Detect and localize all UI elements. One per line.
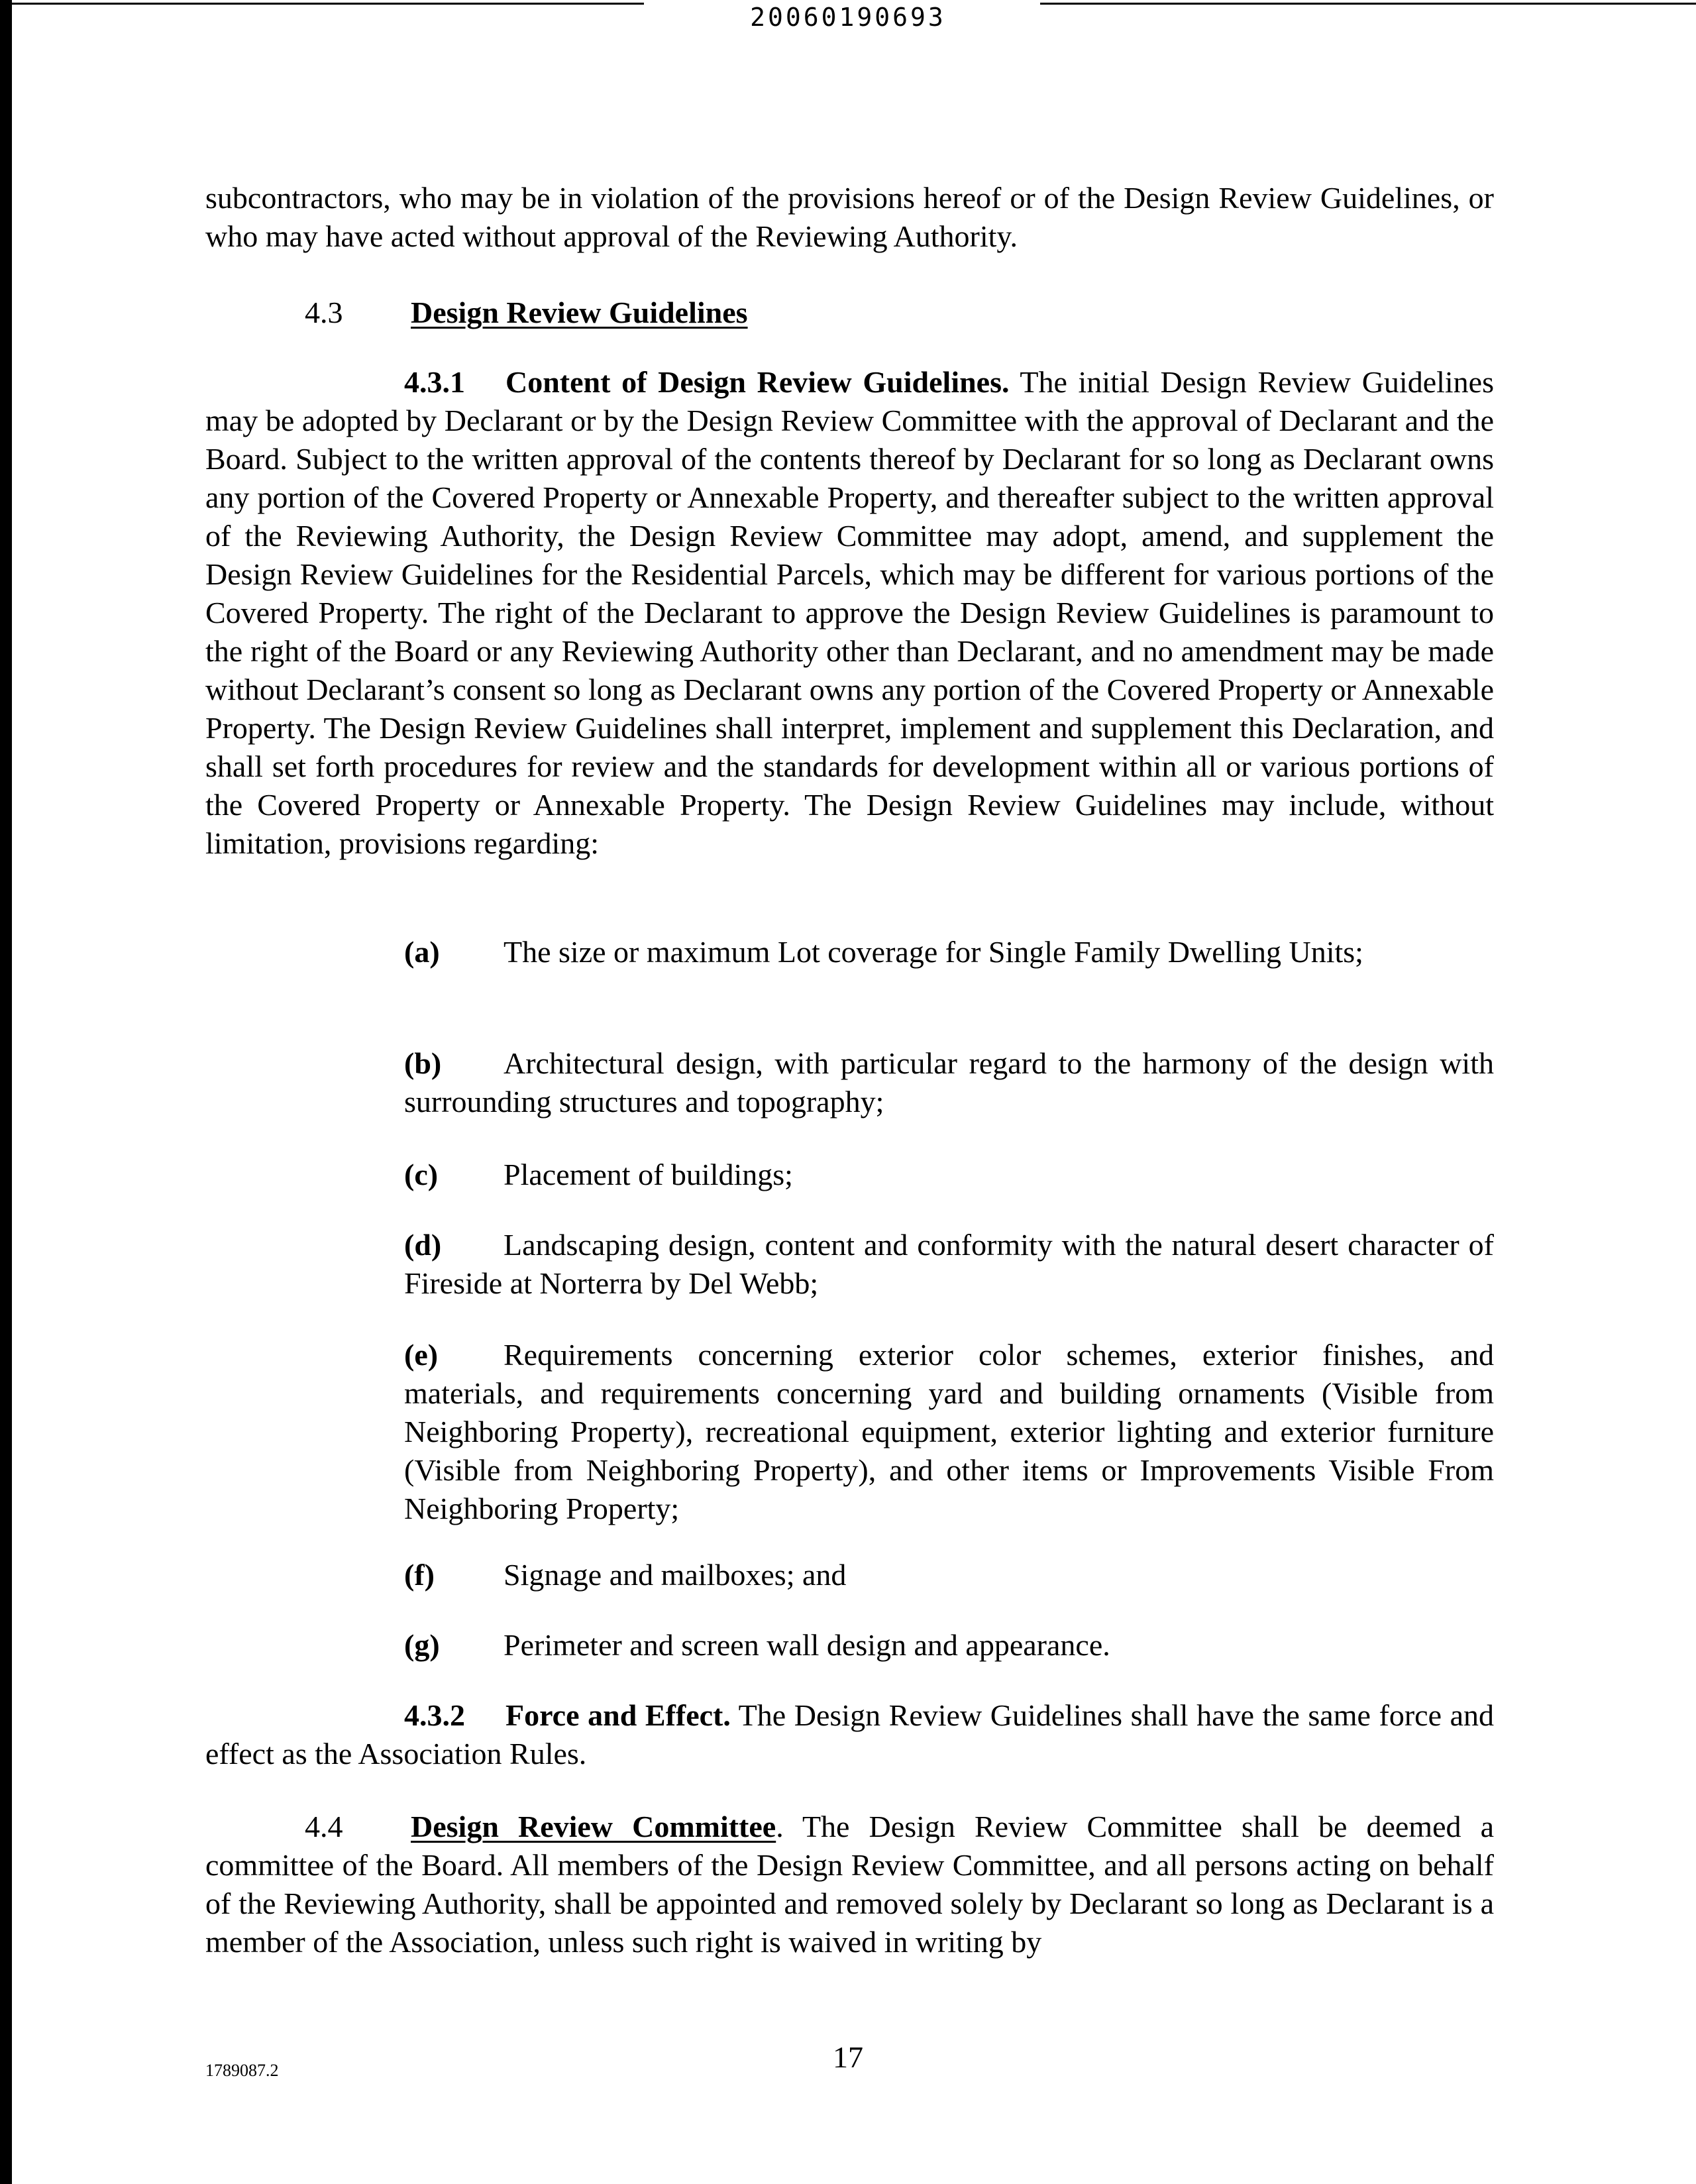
list-item-g-text: Perimeter and screen wall design and appearance. <box>504 1628 1110 1662</box>
list-item-a <box>404 933 1494 971</box>
scan-left-edge <box>0 0 12 2184</box>
list-item-f <box>404 1556 1494 1594</box>
list-item-c <box>404 1156 1494 1194</box>
list-item-d-label: (d) <box>404 1228 442 1262</box>
list-item-g <box>404 1626 1494 1665</box>
list-item-c-text: Placement of buildings; <box>504 1158 793 1191</box>
list-item-e-label: (e) <box>404 1338 439 1372</box>
section-4-3-1-paragraph <box>205 363 1494 863</box>
list-item-f-label: (f) <box>404 1558 435 1592</box>
footer-document-id: 1789087.2 <box>205 2061 279 2080</box>
list-item-a-label: (a) <box>404 935 440 969</box>
list-item-a-text: The size or maximum Lot coverage for Single Family Dwelling Units; <box>504 935 1363 969</box>
list-item-d <box>404 1226 1494 1303</box>
section-4-3-title: Design Review Guidelines <box>411 296 748 329</box>
section-4-3-2-title: Force and Effect. <box>505 1698 731 1732</box>
page-number: 17 <box>833 2040 863 2074</box>
section-4-4-text: . The Design Review Committee shall be deemed a committee of the Board. All members of the Design Review Committee, and all persons acting on behalf of the Reviewing Authority, shall be appointed and removed solely by Declarant so long as Declarant is a member of the Association, unless such right is waived in writing by <box>205 1810 1494 1959</box>
list-item-b-label: (b) <box>404 1046 442 1080</box>
list-item-e-text: Requirements concerning exterior color schemes, exterior finishes, and materials, and requirements concerning yard and building ornaments (Visible from Neighboring Property), recreational equipment, exterior lighting and exterior furniture (Visible from Neighboring Property), and other items or Improvements Visible From Neighboring Property; <box>404 1338 1494 1525</box>
section-4-3-1-number: 4.3.1 <box>404 365 465 399</box>
list-item-f-text: Signage and mailboxes; and <box>504 1558 847 1592</box>
list-item-c-label: (c) <box>404 1158 439 1191</box>
list-item-e <box>404 1336 1494 1528</box>
section-4-3-number: 4.3 <box>305 296 343 329</box>
section-4-4-paragraph <box>205 1808 1494 1961</box>
section-4-3-1-text: The initial Design Review Guidelines may be adopted by Declarant or by the Design Review Committee with the approval of Declarant and the Board. Subject to the written approval of the contents thereof by Declarant for so long as Declarant owns any portion of the Covered Property or Annexable Property, and thereafter subject to the written approval of the Reviewing Authority, the Design Review Committee may adopt, amend, and supplement the Design Review Guidelines for the Residential Parcels, which may be different for various portions of the Covered Property. The right of the Declarant to approve the Design Review Guidelines is paramount to the right of the Board or any Reviewing Authority other than Declarant, and no amendment may be made without Declarant’s consent so long as Declarant owns any portion of the Covered Property or Annexable Property. The Design Review Guidelines shall interpret, implement and supplement this Declaration, and shall set forth procedures for review and the standards for development within all or various portions of the Covered Property or Annexable Property. The Design Review Guidelines may include, without limitation, provisions regarding: <box>205 365 1494 860</box>
section-4-4-number: 4.4 <box>305 1810 343 1843</box>
section-4-3-2-paragraph <box>205 1696 1494 1773</box>
section-4-3-heading <box>305 294 748 332</box>
list-item-b <box>404 1044 1494 1121</box>
list-item-d-text: Landscaping design, content and conformity with the natural desert character of Fireside at Norterra by Del Webb; <box>404 1228 1494 1300</box>
section-4-3-2-number: 4.3.2 <box>404 1698 465 1732</box>
recording-number: 20060190693 <box>750 3 946 32</box>
list-item-g-label: (g) <box>404 1628 440 1662</box>
paragraph-intro: subcontractors, who may be in violation of the provisions hereof or of the Design Review Guidelines, or who may have acted without approval of the Reviewing Authority. <box>205 181 1494 253</box>
section-4-3-1-title: Content of Design Review Guidelines. <box>505 365 1010 399</box>
section-4-3-2-text: The Design Review Guidelines shall have the same force and effect as the Association Rules. <box>205 1698 1495 1771</box>
section-4-4-title: Design Review Committee <box>411 1810 776 1843</box>
list-item-b-text: Architectural design, with particular regard to the harmony of the design with surrounding structures and topography; <box>404 1046 1494 1119</box>
